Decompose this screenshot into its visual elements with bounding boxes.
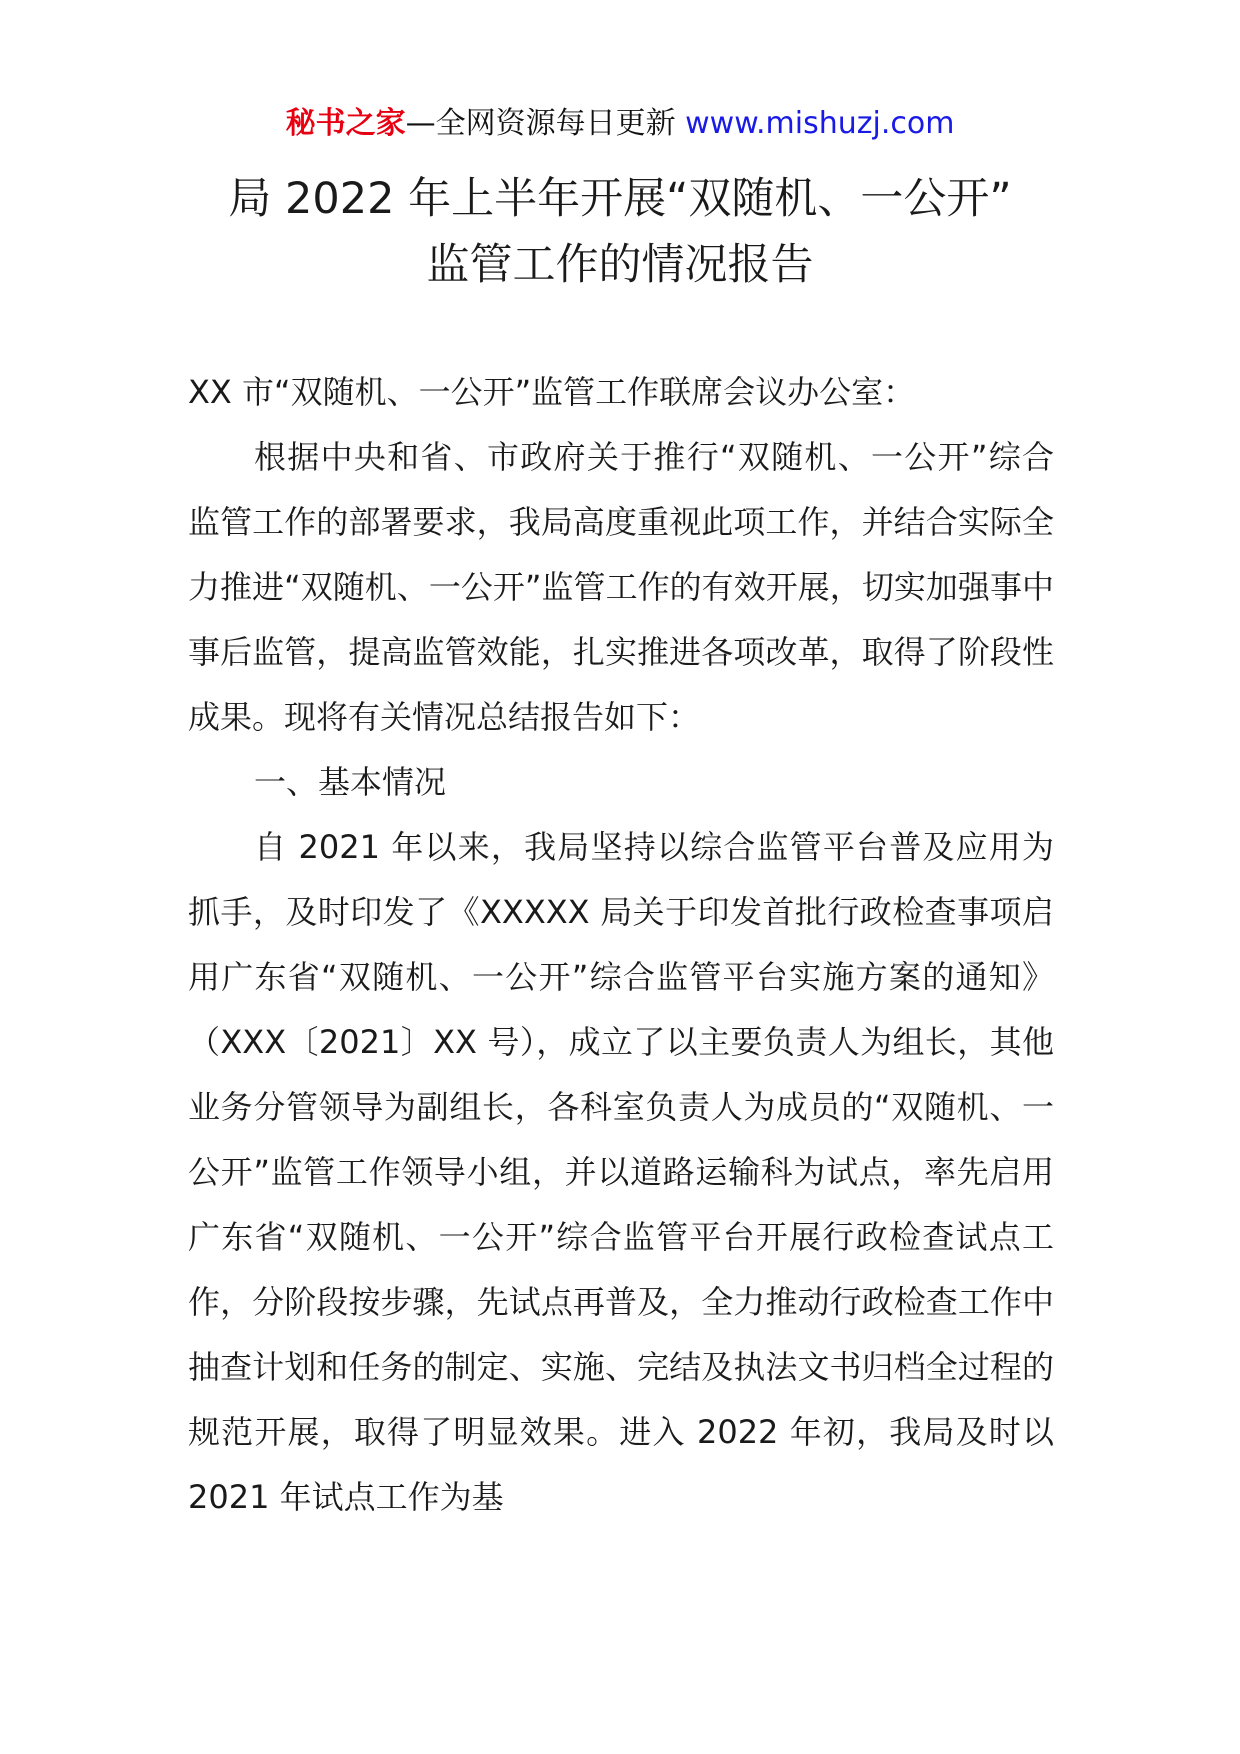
site-url-link[interactable]: www.mishuzj.com [685, 106, 955, 141]
header-tagline: —全网资源每日更新 [405, 106, 676, 141]
paragraph-intro: 根据中央和省、市政府关于推行“双随机、一公开”综合监管工作的部署要求，我局高度重视此项工作，并结合实际全力推进“双随机、一公开”监管工作的有效开展，切实加强事中事后监管，提高监管效能，扎实推进各项改革，取得了阶段性成果。现将有关情况总结报告如下： [188, 438, 1054, 736]
brand-name: 秘书之家 [285, 106, 406, 141]
site-header [0, 102, 1240, 146]
title-line-2: 监管工作的情况报告 [426, 240, 814, 290]
document-body [188, 360, 1054, 1530]
document-title [0, 166, 1240, 298]
salutation: XX 市“双随机、一公开”监管工作联席会议办公室： [188, 373, 916, 411]
title-line-1: 局 2022 年上半年开展“双随机、一公开” [228, 174, 1012, 224]
paragraph-basic-situation: 自 2021 年以来，我局坚持以综合监管平台普及应用为抓手，及时印发了《XXXXX 局关于印发首批行政检查事项启用广东省“双随机、一公开”综合监管平台实施方案的通知》（XXX〔2021〕XX 号），成立了以主要负责人为组长，其他业务分管领导为副组长，各科室负责人为成员的“双随机、一公开”监管工作领导小组，并以道路运输科为试点，率先启用广东省“双随机、一公开”综合监管平台开展行政检查试点工作，分阶段按步骤，先试点再普及，全力推动行政检查工作中抽查计划和任务的制定、实施、完结及执法文书归档全过程的规范开展，取得了明显效果。进入 2022 年初，我局及时以 2021 年试点工作为基 [188, 828, 1054, 1516]
section-heading-basic-situation: 一、基本情况 [254, 763, 447, 801]
